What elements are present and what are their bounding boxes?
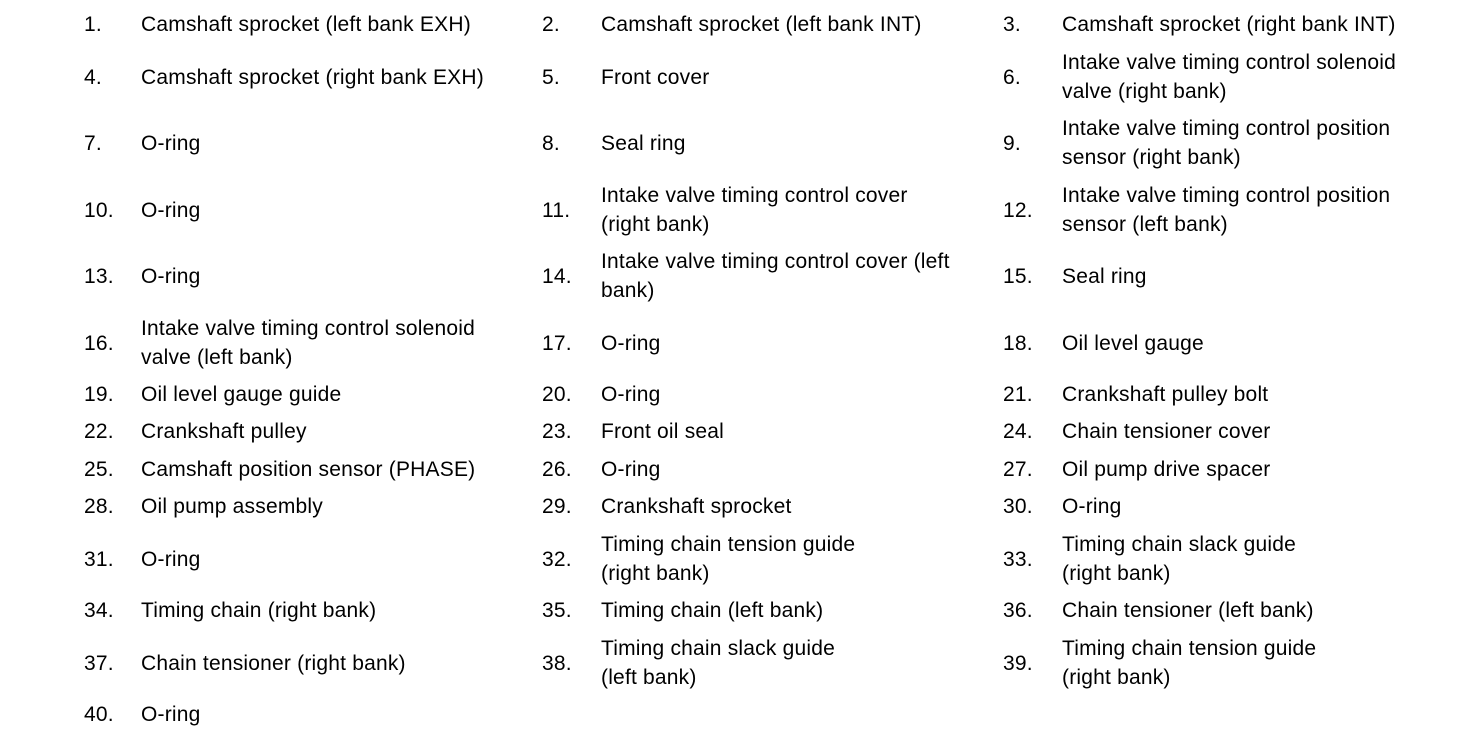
item-number: 7. <box>84 131 102 155</box>
item-label: O-ring <box>601 331 661 355</box>
item-label: Seal ring <box>1062 264 1147 288</box>
legend-row <box>0 417 1472 446</box>
item-label: Timing chain tension guide (right bank) <box>601 533 856 585</box>
legend-item <box>1003 314 1453 372</box>
item-label: O-ring <box>141 547 201 571</box>
legend-item <box>1003 634 1453 692</box>
legend-item <box>542 380 992 409</box>
item-label: Timing chain (left bank) <box>601 599 824 622</box>
legend-item <box>84 596 534 625</box>
legend-row <box>0 530 1472 588</box>
legend-row <box>0 114 1472 172</box>
legend-item <box>1003 114 1453 172</box>
item-label: Intake valve timing control cover (right bank) <box>601 184 908 236</box>
legend-item <box>1003 455 1453 484</box>
item-number: 40. <box>84 703 114 726</box>
item-label: O-ring <box>141 703 201 726</box>
item-label: Crankshaft pulley bolt <box>1062 383 1269 406</box>
item-number: 27. <box>1003 458 1033 481</box>
item-number: 14. <box>542 264 572 288</box>
item-number: 12. <box>1003 198 1033 222</box>
legend-item <box>1003 417 1453 446</box>
legend-item <box>84 314 534 372</box>
item-number: 15. <box>1003 264 1033 288</box>
item-number: 23. <box>542 420 572 443</box>
item-label: Timing chain slack guide (left bank) <box>601 637 835 689</box>
item-number: 35. <box>542 599 572 622</box>
item-number: 39. <box>1003 651 1033 675</box>
legend-row <box>0 634 1472 692</box>
item-label: Intake valve timing control position sensor (left bank) <box>1062 184 1391 236</box>
legend-item <box>84 455 534 484</box>
item-number: 34. <box>84 599 114 622</box>
legend-item <box>1003 181 1453 239</box>
item-label: O-ring <box>601 458 661 481</box>
item-label: Camshaft sprocket (left bank INT) <box>601 13 922 36</box>
item-label: Oil level gauge guide <box>141 383 342 406</box>
legend-item <box>542 181 992 239</box>
item-number: 9. <box>1003 131 1021 155</box>
item-number: 3. <box>1003 13 1021 36</box>
legend-item <box>542 417 992 446</box>
item-label: Crankshaft pulley <box>141 420 307 443</box>
item-label: Oil pump assembly <box>141 495 323 518</box>
item-number: 4. <box>84 65 102 89</box>
item-label: Timing chain (right bank) <box>141 599 377 622</box>
item-number: 18. <box>1003 331 1033 355</box>
item-number: 8. <box>542 131 560 155</box>
item-number: 30. <box>1003 495 1033 518</box>
item-label: O-ring <box>1062 495 1122 518</box>
legend-item <box>542 530 992 588</box>
legend-row <box>0 48 1472 106</box>
legend-item <box>84 48 534 106</box>
item-number: 1. <box>84 13 102 36</box>
item-number: 31. <box>84 547 114 571</box>
legend-item <box>542 48 992 106</box>
item-number: 22. <box>84 420 114 443</box>
legend-row <box>0 10 1472 39</box>
item-label: Seal ring <box>601 131 686 155</box>
item-label: Chain tensioner cover <box>1062 420 1271 443</box>
legend-row <box>0 455 1472 484</box>
item-number: 29. <box>542 495 572 518</box>
item-label: Intake valve timing control solenoid valve (right bank) <box>1062 51 1397 103</box>
item-label: Intake valve timing control position sensor (right bank) <box>1062 117 1391 169</box>
item-label: Oil pump drive spacer <box>1062 458 1271 481</box>
item-label: Camshaft sprocket (right bank INT) <box>1062 13 1396 36</box>
item-number: 28. <box>84 495 114 518</box>
legend-item <box>84 492 534 521</box>
legend-row <box>0 596 1472 625</box>
legend-item <box>542 596 992 625</box>
item-label: O-ring <box>141 131 201 155</box>
legend-item <box>1003 48 1453 106</box>
legend-row <box>0 314 1472 372</box>
item-number: 21. <box>1003 383 1033 406</box>
item-label: Intake valve timing control cover (left bank) <box>601 250 950 302</box>
item-number: 20. <box>542 383 572 406</box>
legend-item <box>84 530 534 588</box>
item-number: 16. <box>84 331 114 355</box>
item-number: 26. <box>542 458 572 481</box>
item-number: 13. <box>84 264 114 288</box>
item-number: 5. <box>542 65 560 89</box>
item-number: 17. <box>542 331 572 355</box>
legend-item <box>1003 530 1453 588</box>
item-label: Timing chain slack guide (right bank) <box>1062 533 1296 585</box>
item-label: Front oil seal <box>601 420 725 443</box>
item-number: 36. <box>1003 599 1033 622</box>
legend-item <box>84 700 534 729</box>
item-number: 37. <box>84 651 114 675</box>
item-label: Intake valve timing control solenoid valve (left bank) <box>141 317 476 369</box>
legend-item <box>1003 380 1453 409</box>
legend-item <box>542 634 992 692</box>
legend-item <box>542 314 992 372</box>
legend-row <box>0 700 1472 729</box>
legend-item <box>542 247 992 305</box>
item-label: Crankshaft sprocket <box>601 495 792 518</box>
legend-item <box>84 380 534 409</box>
item-number: 32. <box>542 547 572 571</box>
item-number: 33. <box>1003 547 1033 571</box>
item-label: Camshaft sprocket (right bank EXH) <box>141 65 484 89</box>
legend-item <box>1003 596 1453 625</box>
legend-item <box>542 492 992 521</box>
legend-item <box>84 417 534 446</box>
legend-item <box>84 114 534 172</box>
item-number: 24. <box>1003 420 1033 443</box>
legend-item <box>542 10 992 39</box>
legend-item <box>84 10 534 39</box>
legend-row <box>0 492 1472 521</box>
legend-row <box>0 181 1472 239</box>
legend-item <box>1003 492 1453 521</box>
item-label: Oil level gauge <box>1062 331 1204 355</box>
item-label: Chain tensioner (left bank) <box>1062 599 1314 622</box>
item-number: 25. <box>84 458 114 481</box>
item-label: Front cover <box>601 65 710 89</box>
legend-item <box>84 181 534 239</box>
item-label: O-ring <box>601 383 661 406</box>
item-label: Timing chain tension guide (right bank) <box>1062 637 1317 689</box>
legend-item <box>1003 10 1453 39</box>
item-label: Camshaft position sensor (PHASE) <box>141 458 476 481</box>
item-label: O-ring <box>141 198 201 222</box>
legend-item <box>84 634 534 692</box>
legend-row <box>0 380 1472 409</box>
item-label: Camshaft sprocket (left bank EXH) <box>141 13 471 36</box>
legend-item <box>542 114 992 172</box>
item-number: 2. <box>542 13 560 36</box>
item-number: 38. <box>542 651 572 675</box>
item-number: 19. <box>84 383 114 406</box>
legend-item <box>542 455 992 484</box>
item-label: O-ring <box>141 264 201 288</box>
legend-item <box>1003 247 1453 305</box>
item-number: 10. <box>84 198 114 222</box>
legend-item <box>84 247 534 305</box>
item-label: Chain tensioner (right bank) <box>141 651 406 675</box>
item-number: 6. <box>1003 65 1021 89</box>
legend-row <box>0 247 1472 305</box>
item-number: 11. <box>542 198 571 222</box>
